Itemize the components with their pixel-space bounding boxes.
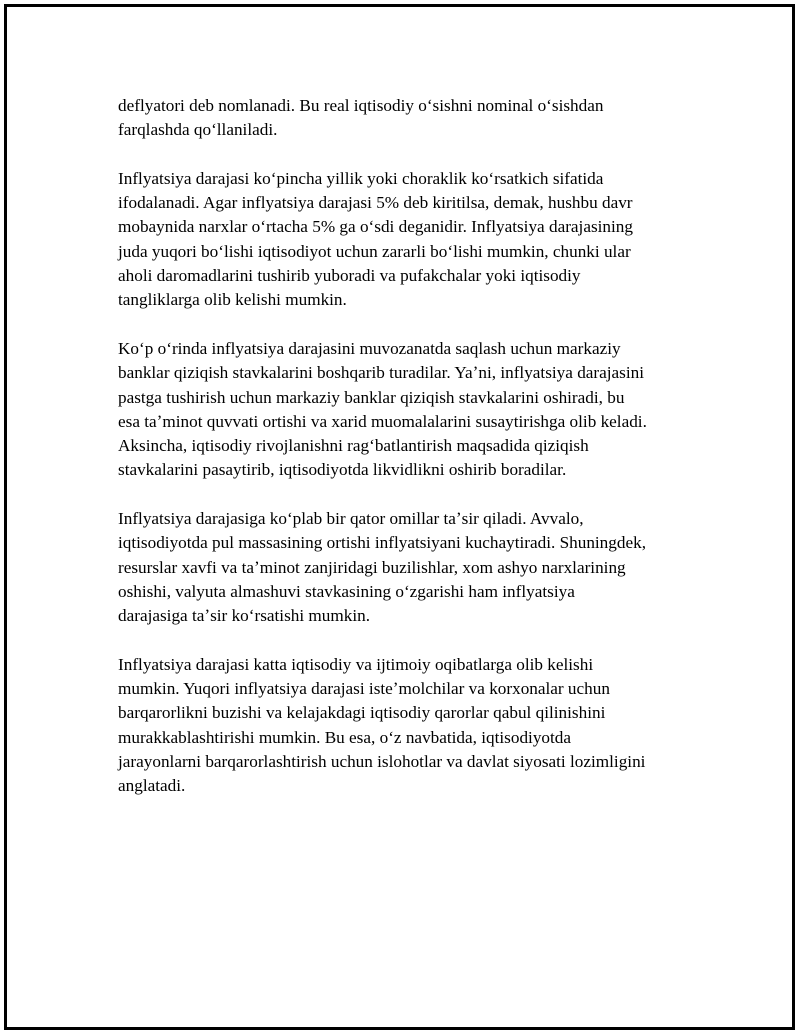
text-line: anglatadi. — [118, 776, 186, 796]
text-line: banklar qiziqish stavkalarini boshqarib turadilar. Yaʼni, inflyatsiya darajasini — [118, 363, 645, 383]
text-line: resurslar xavfi va taʼminot zanjiridagi buzilishlar, xom ashyo narxlarining — [118, 557, 626, 577]
text-line: aholi daromadlarini tushirib yuboradi va pufakchalar yoki iqtisodiy — [118, 266, 581, 286]
text-line: jarayonlarni barqarorlashtirish uchun islohotlar va davlat siyosati lozimligini — [118, 752, 646, 772]
text-line: Aksincha, iqtisodiy rivojlanishni ragʻbatlantirish maqsadida qiziqish — [118, 436, 589, 456]
paragraph-1 — [118, 94, 718, 143]
text-line: farqlashda qoʻllaniladi. — [118, 120, 278, 140]
text-line: esa taʼminot quvvati ortishi va xarid muomalalarini susaytirishga olib keladi. — [118, 411, 647, 431]
paragraph-4 — [118, 507, 718, 628]
paragraph-3 — [118, 337, 718, 483]
text-line: deflyatori deb nomlanadi. Bu real iqtisodiy oʻsishni nominal oʻsishdan — [118, 96, 604, 115]
text-line: Koʻp oʻrinda inflyatsiya darajasini muvozanatda saqlash uchun markaziy — [118, 338, 621, 358]
text-line: Inflyatsiya darajasi katta iqtisodiy va ijtimoiy oqibatlarga olib kelishi — [118, 654, 594, 674]
text-line: ifodalanadi. Agar inflyatsiya darajasi 5% deb kiritilsa, demak, hushbu davr — [118, 193, 633, 213]
text-line: pastga tushirish uchun markaziy banklar qiziqish stavkalarini oshiradi, bu — [118, 387, 625, 407]
text-line: barqarorlikni buzishi va kelajakdagi iqtisodiy qarorlar qabul qilinishini — [118, 703, 606, 723]
text-line: mobaynida narxlar oʻrtacha 5% ga oʻsdi deganidir. Inflyatsiya darajasining — [118, 217, 633, 237]
text-line: Inflyatsiya darajasi koʻpincha yillik yoki choraklik koʻrsatkich sifatida — [118, 168, 604, 188]
document-body — [118, 94, 718, 823]
text-line: iqtisodiyotda pul massasining ortishi inflyatsiyani kuchaytiradi. Shuningdek, — [118, 533, 646, 553]
text-line: mumkin. Yuqori inflyatsiya darajasi isteʼmolchilar va korxonalar uchun — [118, 679, 610, 699]
paragraph-5 — [118, 653, 718, 799]
text-line: juda yuqori boʻlishi iqtisodiyot uchun zararli boʻlishi mumkin, chunki ular — [118, 241, 631, 261]
text-line: Inflyatsiya darajasiga koʻplab bir qator omillar taʼsir qiladi. Avvalo, — [118, 509, 584, 529]
text-line: oshishi, valyuta almashuvi stavkasining oʻzgarishi ham inflyatsiya — [118, 581, 575, 601]
text-line: darajasiga taʼsir koʻrsatishi mumkin. — [118, 606, 371, 626]
text-line: stavkalarini pasaytirib, iqtisodiyotda likvidlikni oshirib boradilar. — [118, 460, 567, 480]
text-line: tangliklarga olib kelishi mumkin. — [118, 290, 347, 310]
paragraph-2 — [118, 167, 718, 313]
text-line: murakkablashtirishi mumkin. Bu esa, oʻz navbatida, iqtisodiyotda — [118, 727, 572, 747]
